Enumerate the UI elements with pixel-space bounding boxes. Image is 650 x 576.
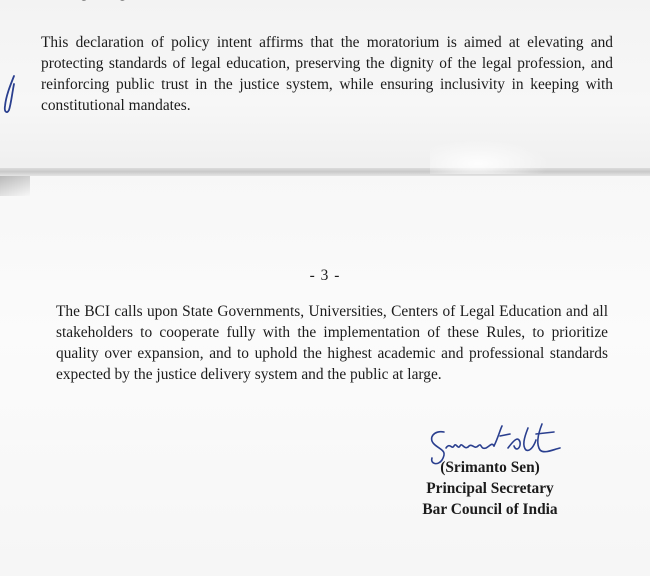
cut-off-text-line [41, 0, 601, 5]
bci-call-paragraph: The BCI calls upon State Governments, Universities, Centers of Legal Education and all stakeholders to cooperate fully with the implementation of these Rules, to prioritize quality over expansion, and to uphold the highest academic and professional standards expected by the justice delivery system and the public at large. [56, 303, 608, 383]
page-seam [0, 168, 650, 176]
page-fold-shadow [0, 176, 30, 196]
signatory-block [400, 457, 580, 520]
signatory-designation: Principal Secretary [426, 480, 554, 497]
paper-crease [430, 140, 550, 174]
margin-pen-mark [0, 74, 22, 118]
page-number: - 3 - [309, 267, 341, 284]
policy-intent-paragraph: This declaration of policy intent affirms that the moratorium is aimed at elevating and protecting standards of legal education, preserving the dignity of the legal profession, and reinforcing public trust in the justice system, while ensuring inclusivity in keeping with constitutional mandates. [41, 34, 613, 114]
signatory-name: (Srimanto Sen) [440, 459, 540, 476]
signatory-organization: Bar Council of India [422, 501, 558, 518]
cut-off-text [41, 0, 205, 1]
